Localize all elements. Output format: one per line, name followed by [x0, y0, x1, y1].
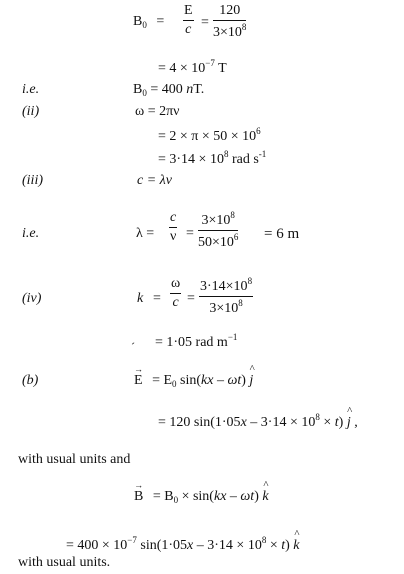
omega-line2: = $2 \times \pi \times 50 \times 10^6$ — [158, 126, 261, 144]
lambda-eq: = — [186, 226, 194, 241]
b-field-line2: = $400 \times 10^{-7}$ $\sin(1\cdot 05x - 3\cdot 14 \times 10^8 \times t)$ ^ k — [66, 528, 300, 553]
fraction-c-over-nu: $\frac{c}{\nu}$ — [169, 210, 177, 244]
with-usual-units: with usual units. — [18, 555, 111, 570]
lambda-result: = 6 m — [264, 226, 300, 242]
with-usual-units-and: with usual units and — [18, 452, 131, 467]
k-result: = 1·05 rad $m^{-1}$ — [155, 332, 238, 350]
k-lhs: k — [137, 291, 144, 306]
b0-line2: = $4 \times 10^{-7}$ T — [158, 58, 227, 76]
omega-line1: ω = 2πν — [135, 104, 180, 119]
b0-lhs: $B_0$ = — [133, 14, 165, 30]
label-ii: (ii) — [22, 104, 40, 119]
fraction-omega-over-c: $\frac{\omega}{c}$ — [171, 276, 181, 310]
fraction-3e8-over-50e6: $\frac{3\times 10^8}{50\times 10^6}$ — [198, 210, 239, 250]
k-eq: = — [153, 291, 161, 306]
b-vector: → B — [134, 480, 144, 504]
stray-mark: ˊ — [131, 340, 135, 354]
e-field-line2: = 120 $\sin(1\cdot 05x - 3\cdot 14 \times 10^8 \times t)$ ^ j , — [158, 405, 358, 430]
j-hat: ^ j — [249, 363, 255, 388]
fraction-314e8-over-3e8: $\frac{3\cdot 14\times 10^8}{3\times 10^8}$ — [200, 276, 253, 316]
fraction-120-over-3e8: $\frac{120}{3\times 10^8}$ — [213, 3, 247, 40]
label-iv: (iv) — [22, 291, 42, 306]
label-ie-1: i.e. — [22, 82, 40, 97]
label-ie-2: i.e. — [22, 226, 40, 241]
j-hat-2: ^ j — [346, 405, 352, 430]
b0-line3: $B_0 = 400$ nT. — [133, 82, 205, 98]
label-b: (b) — [22, 373, 39, 388]
k-hat: ^ k — [262, 479, 269, 504]
b-field-line1: → $B = B_0 \times \sin(kx - \omega t)$ ^ k — [134, 479, 269, 505]
e-field-line1: → $E = E_0$ sin(kx – ωt) ^ j — [134, 363, 255, 389]
omega-line3: = $3\cdot 14 \times 10^8$ rad $s^{-1}$ — [158, 149, 267, 167]
k-eq2: = — [187, 291, 195, 306]
b0-eq2: = — [201, 15, 209, 30]
label-iii: (iii) — [22, 173, 43, 188]
e-vector: → E — [134, 364, 143, 388]
c-equation: c = λν — [137, 173, 172, 188]
fraction-e-over-c: $\frac{E}{c}$ — [184, 3, 193, 37]
lambda-lhs: λ = — [136, 226, 155, 241]
k-hat-2: ^ k — [293, 528, 300, 553]
